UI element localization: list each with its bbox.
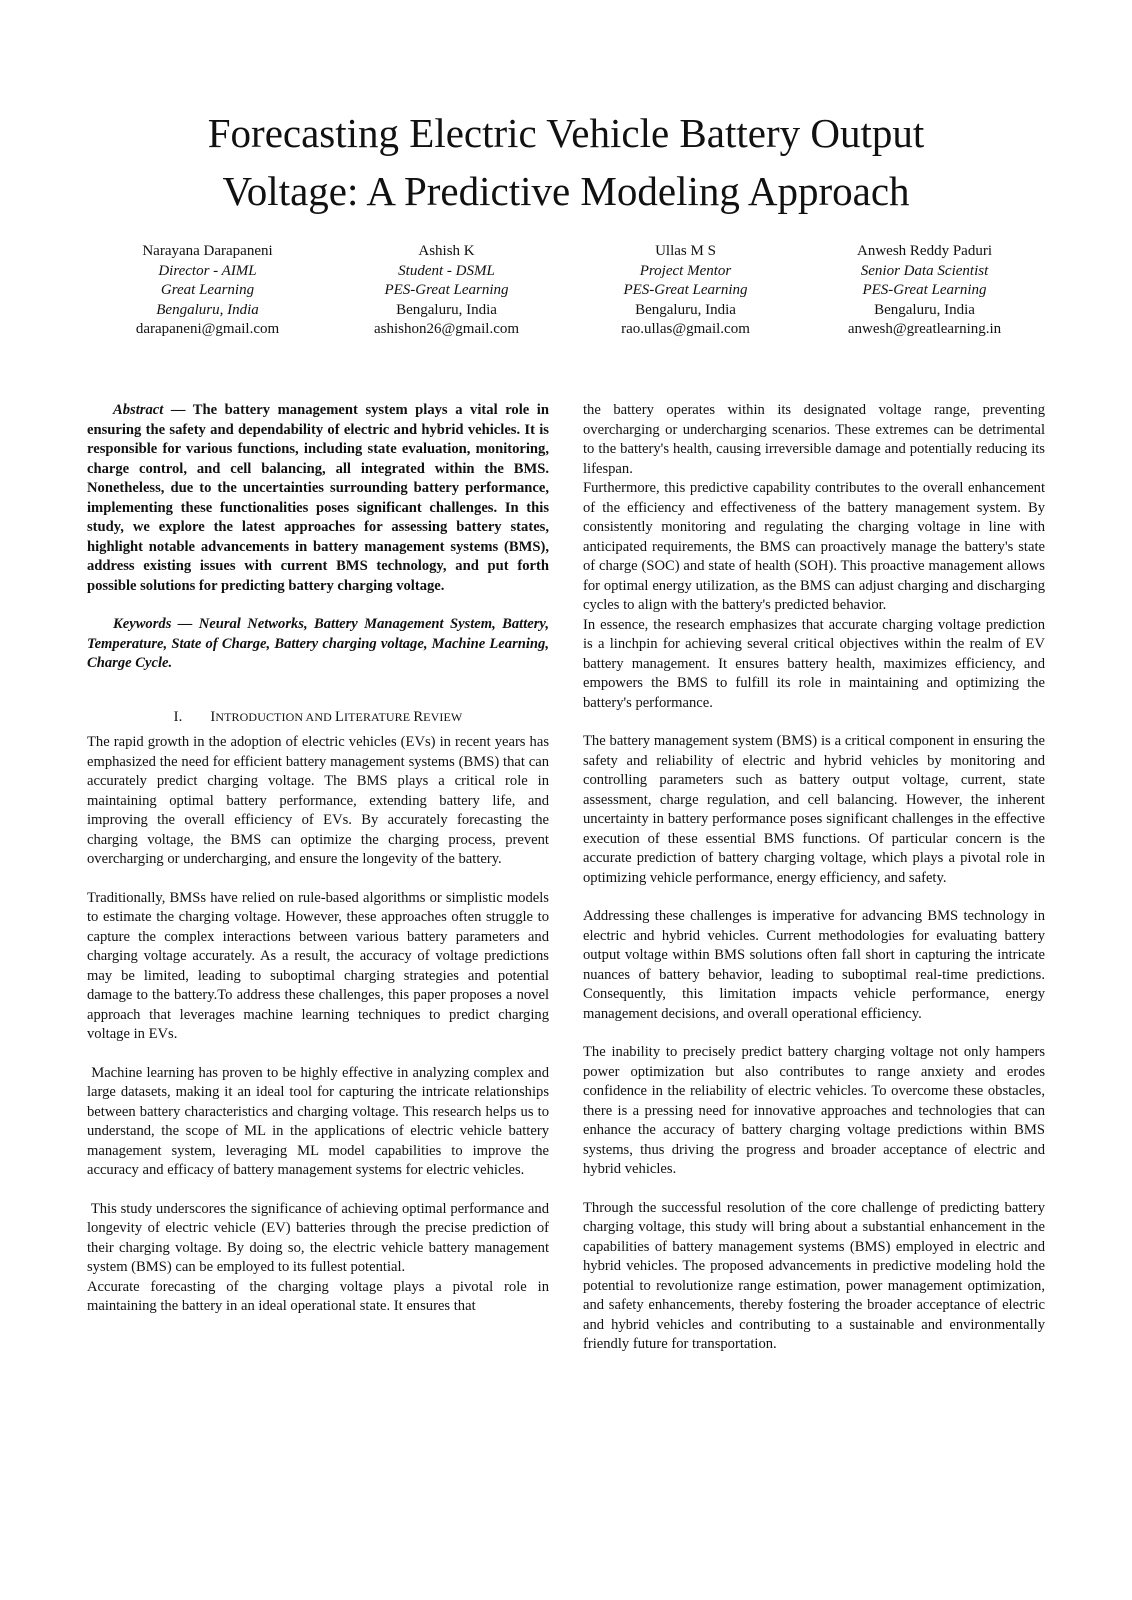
- body-paragraph: The battery management system (BMS) is a critical component in ensuring the safety and reliability of electric and hybrid vehicles by monitoring and controlling parameters such as battery output voltage, current, state assessment, charge regulation, and cell balancing. However, the inherent uncertainty in battery performance poses significant challenges in the effective execution of these essential BMS functions. Of particular concern is the accurate prediction of battery charging voltage, which plays a pivotal role in optimizing vehicle performance, energy efficiency, and safety.: [583, 733, 1045, 886]
- abstract-dash: —: [163, 402, 193, 418]
- author-email: darapaneni@gmail.com: [135, 321, 280, 337]
- author-4: [805, 242, 1044, 340]
- section-heading: [87, 708, 549, 728]
- section-title-part: EVIEW: [423, 709, 463, 724]
- section-title: [210, 709, 462, 725]
- section-title-part: I: [210, 708, 216, 725]
- author-2: [327, 242, 566, 340]
- section-title-part: R: [413, 708, 424, 725]
- keywords-text: Neural Networks, Battery Management System, Battery, Temperature, State of Charge, Battery charging voltage, Machine Learning, Charge Cycle.: [87, 616, 550, 671]
- body-paragraph: The rapid growth in the adoption of electric vehicles (EVs) in recent years has emphasized the need for efficient battery management systems (BMS) that can accurately predict charging voltage. The BMS plays a critical role in maintaining optimal battery performance, extending battery life, and improving the overall efficiency of EVs. By accurately forecasting the charging voltage, the BMS can optimize the charging process, prevent overcharging or undercharging, and ensure the longevity of the battery.: [87, 734, 549, 867]
- body-paragraph: Traditionally, BMSs have relied on rule-based algorithms or simplistic models to estimate the charging voltage. However, these approaches often struggle to capture the complex interactions between various battery parameters and charging voltage accurately. As a result, the accuracy of voltage predictions may be limited, leading to suboptimal charging strategies and potential damage to the battery.To address these challenges, this paper proposes a novel approach that leverages machine learning techniques to predict charging voltage in EVs.: [87, 889, 549, 1042]
- paper-title: [66, 104, 1066, 220]
- author-city: Bengaluru, India: [156, 301, 259, 318]
- body-paragraph: the battery operates within its designated voltage range, preventing overcharging or undercharging scenarios. These extremes can be detrimental to the battery's health, causing irreversible damage and potentially reducing its lifespan.: [583, 402, 1045, 477]
- author-3: [566, 242, 805, 340]
- body-paragraph: In essence, the research emphasizes that accurate charging voltage prediction is a linchpin for achieving several critical objectives within the realm of EV battery management. It ensures battery health, maximizes efficiency, and empowers the BMS to fulfill its role in maintaining and optimizing the battery's performance.: [583, 616, 1045, 711]
- right-column: [583, 401, 1045, 1355]
- left-column: [87, 401, 553, 1317]
- author-name: Narayana Darapaneni: [142, 243, 273, 259]
- author-name: Ashish K: [418, 243, 475, 259]
- author-role: Senior Data Scientist: [860, 262, 989, 279]
- body-paragraph: Furthermore, this predictive capability contributes to the overall enhancement of the efficiency and effectiveness of the battery management system. By consistently monitoring and regulating the charging voltage in line with anticipated requirements, the BMS can proactively manage the battery's state of charge (SOC) and state of health (SOH). This proactive management allows for optimal energy utilization, as the BMS can adjust charging and discharging cycles to align with the battery's predicted behavior.: [583, 480, 1045, 613]
- keywords-dash: —: [171, 616, 199, 632]
- section-title-part: NTRODUCTION AND: [215, 709, 335, 724]
- body-paragraph: Accurate forecasting of the charging voltage plays a pivotal role in maintaining the battery in an ideal operational state. It ensures that: [87, 1278, 549, 1314]
- author-email: anwesh@greatlearning.in: [847, 321, 1002, 337]
- author-org: Great Learning: [160, 282, 255, 298]
- abstract: [87, 401, 549, 596]
- section-number: I.: [173, 708, 183, 725]
- keywords: [87, 615, 549, 674]
- author-city: Bengaluru, India: [396, 301, 497, 318]
- section-title-part: ITERATURE: [343, 709, 414, 724]
- author-role: Director - AIML: [158, 262, 257, 279]
- author-role: Project Mentor: [639, 262, 732, 279]
- body-paragraph: Addressing these challenges is imperative for advancing BMS technology in electric and hybrid vehicles. Current methodologies for evaluating battery output voltage within BMS solutions often fall short in capturing the intricate nuances of battery behavior, leading to suboptimal real-time predictions. Consequently, this limitation impacts vehicle performance, energy management decisions, and overall operational efficiency.: [583, 908, 1045, 1022]
- author-block: [88, 242, 1044, 340]
- body-paragraph: This study underscores the significance of achieving optimal performance and longevity of electric vehicle (EV) batteries through the precise prediction of their charging voltage. By doing so, the electric vehicle battery management system (BMS) can be employed to its fullest potential.: [87, 1200, 553, 1275]
- author-name: Anwesh Reddy Paduri: [857, 243, 992, 259]
- author-email: rao.ullas@gmail.com: [621, 321, 750, 337]
- body-paragraph: The inability to precisely predict battery charging voltage not only hampers power optimization but also contributes to range anxiety and erodes confidence in the reliability of electric vehicles. To overcome these obstacles, there is a pressing need for innovative approaches and technologies that can enhance the accuracy of battery charging voltage predictions within BMS systems, thus driving the progress and broader acceptance of electric and hybrid vehicles.: [583, 1044, 1045, 1177]
- author-1: [88, 242, 327, 340]
- author-org: PES-Great Learning: [384, 282, 509, 298]
- section-title-part: L: [334, 708, 344, 725]
- title-line-2: Voltage: A Predictive Modeling Approach: [222, 168, 910, 214]
- body-paragraph: Through the successful resolution of the core challenge of predicting battery charging voltage, this study will bring about a substantial enhancement in the capabilities of battery management systems (BMS) employed in electric and hybrid vehicles. The proposed advancements in predictive modeling hold the potential to revolutionize range estimation, power management optimization, and safety enhancements, thereby fostering the broader acceptance of electric and hybrid vehicles and contributing to a sustainable and environmentally friendly future for transportation.: [583, 1199, 1045, 1352]
- author-name: Ullas M S: [655, 243, 716, 259]
- keywords-label: Keywords: [113, 616, 172, 632]
- body-paragraph: Machine learning has proven to be highly effective in analyzing complex and large datasets, making it an ideal tool for capturing the intricate relationships between battery characteristics and charging voltage. This research helps us to understand, the scope of ML in the applications of electric vehicle battery management system, leveraging ML model capabilities to improve the accuracy and efficacy of battery management systems for electric vehicles.: [87, 1064, 553, 1178]
- title-line-1: Forecasting Electric Vehicle Battery Output: [207, 110, 925, 156]
- author-org: PES-Great Learning: [623, 282, 748, 298]
- author-role: Student - DSML: [398, 262, 495, 279]
- author-org: PES-Great Learning: [862, 282, 987, 298]
- abstract-label: Abstract: [113, 402, 164, 418]
- abstract-text: The battery management system plays a vital role in ensuring the safety and dependability of electric and hybrid vehicles. It is responsible for various functions, including state evaluation, monitoring, charge control, and cell balancing, all integrated within the BMS. Nonetheless, due to the uncertainties surrounding battery performance, implementing these functionalities poses significant challenges. In this study, we explore the latest approaches for assessing battery states, highlight notable advancements in battery management systems (BMS), address existing issues with current BMS technology, and put forth possible solutions for predicting battery charging voltage.: [87, 402, 549, 594]
- author-city: Bengaluru, India: [635, 301, 736, 318]
- author-email: ashishon26@gmail.com: [373, 321, 520, 337]
- author-city: Bengaluru, India: [874, 301, 975, 318]
